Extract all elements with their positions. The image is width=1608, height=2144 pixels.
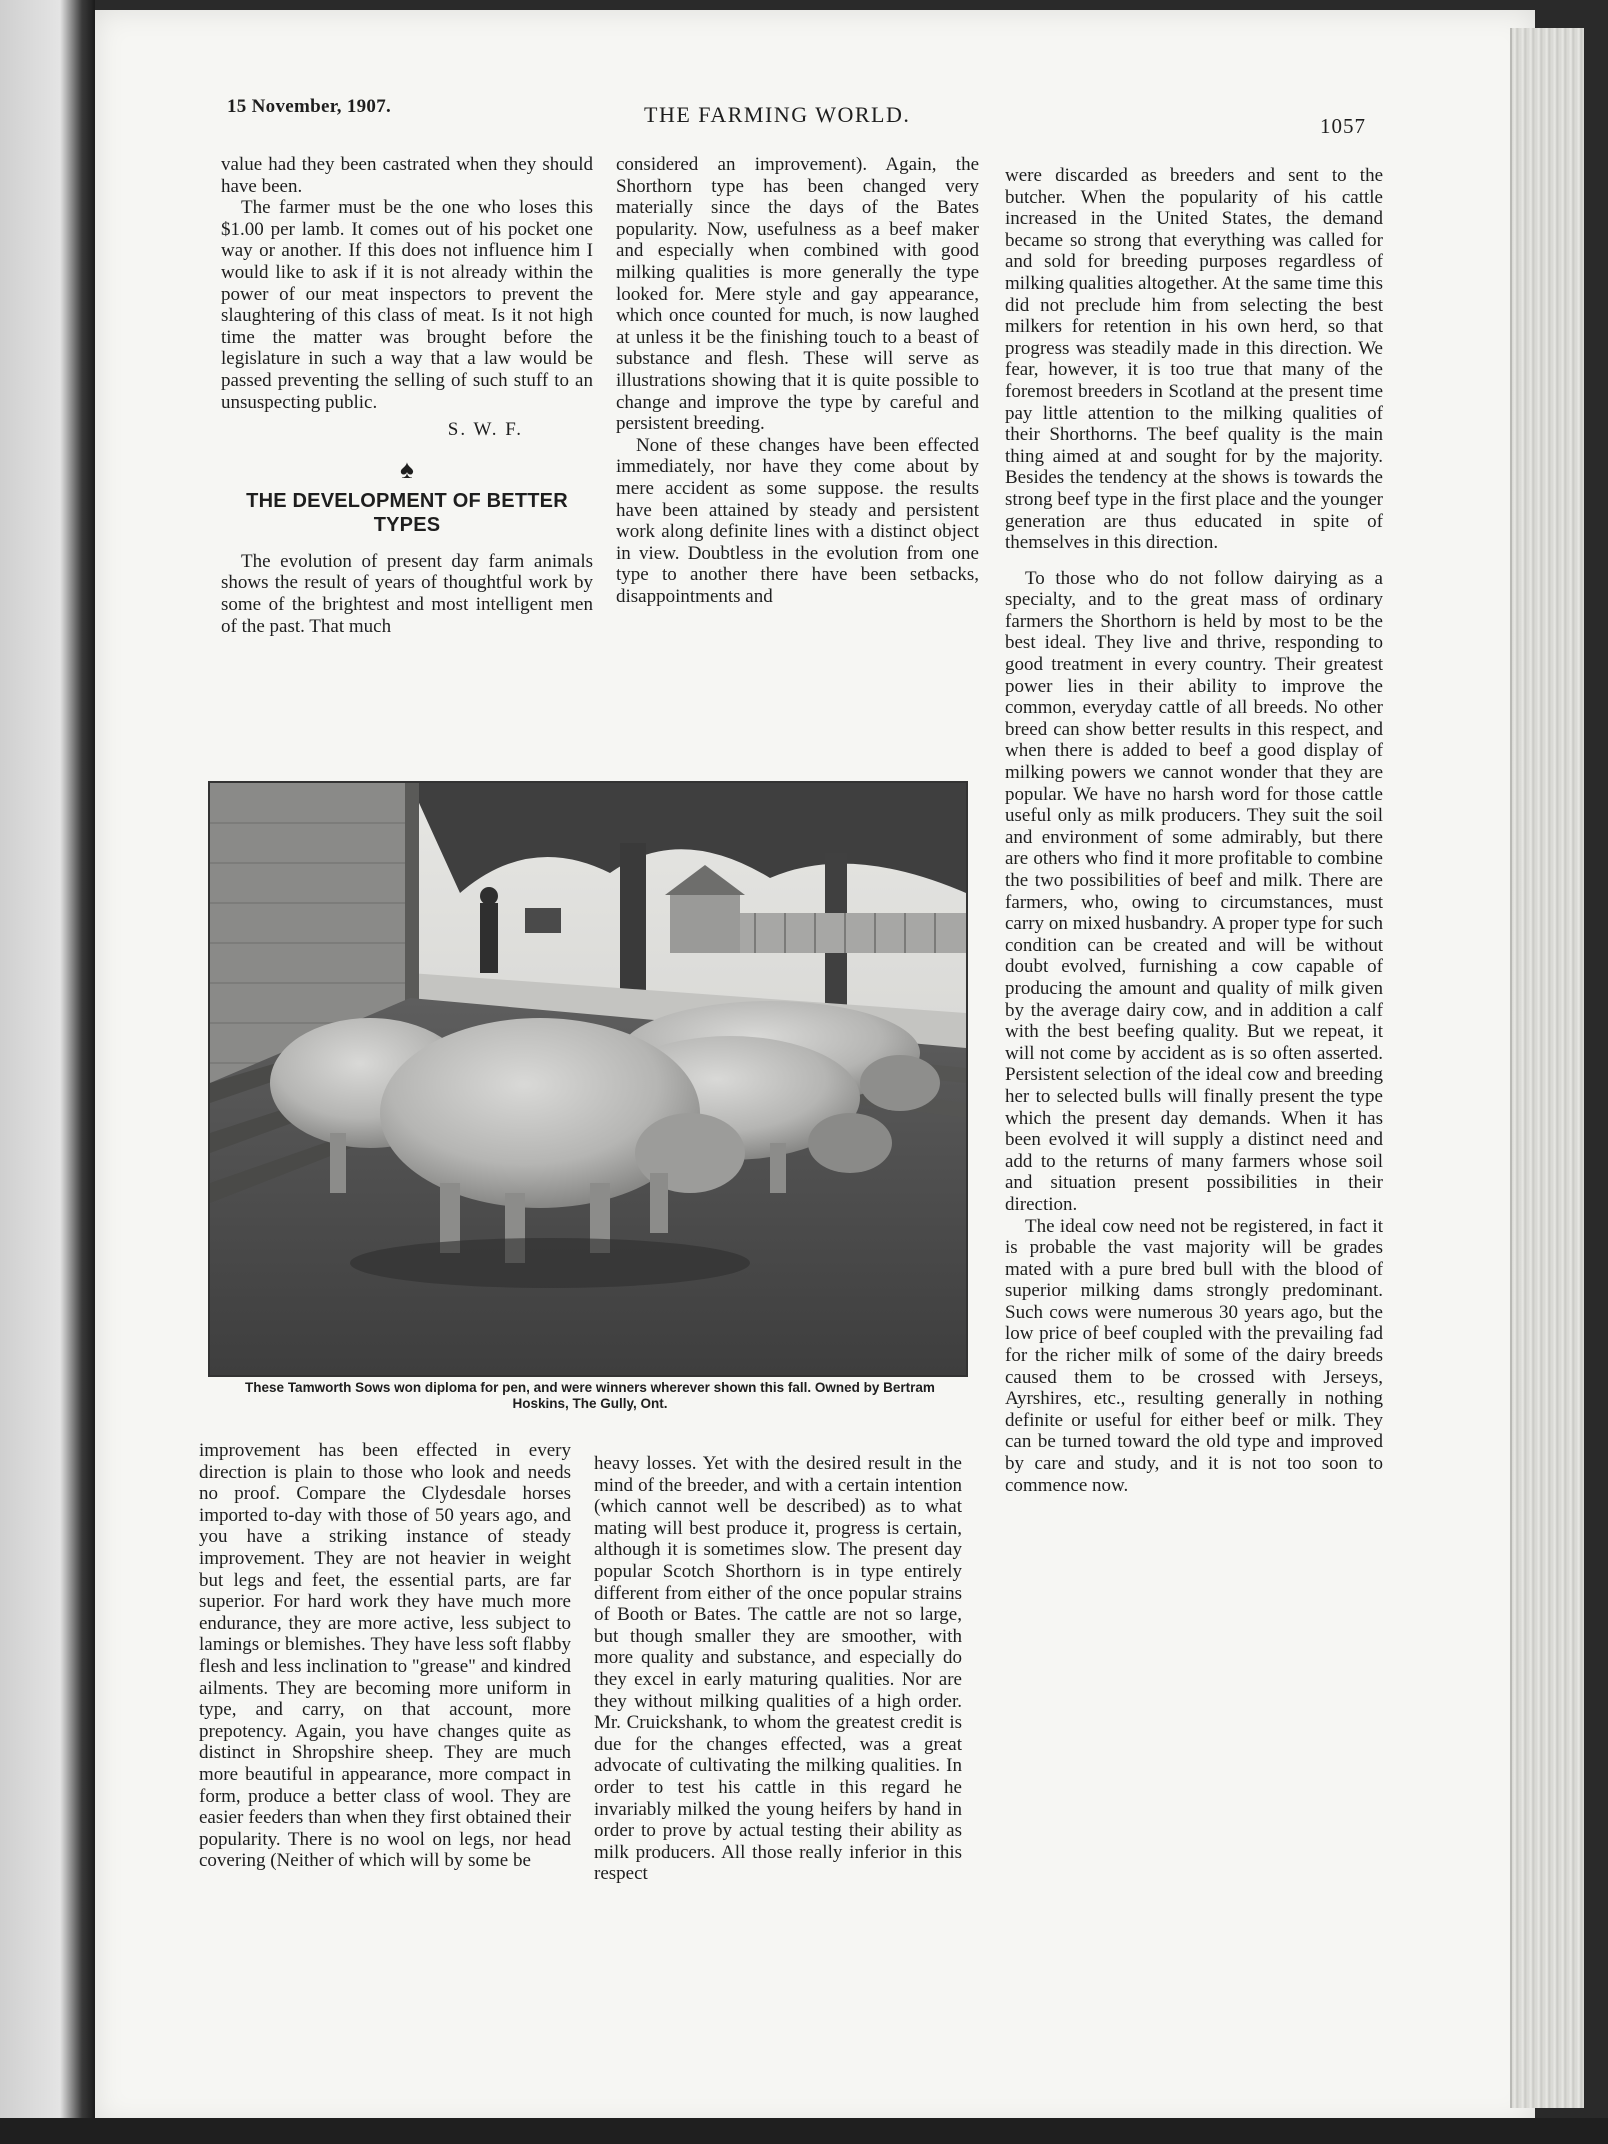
running-header [227, 90, 1367, 140]
paragraph: considered an improvement). Again, the Shorthorn type has been changed very materially since the days of the Bates popularity. Now, usefulness as a beef maker and especially when combined with good milking qualities is more generally the type looked for. Mere style and gay appearance, which once counted for much, is now laughed at unless it be the finishing touch to a beast of substance and flesh. These will serve as illustrations showing that it is quite possible to change and improve the type by careful and persistent breeding. [616, 154, 979, 435]
paragraph: were discarded as breeders and sent to the butcher. When the popularity of his cattle increased in the United States, the demand became so strong that everything was called for and sold for breeding purposes regardless of milking qualities altogether. At the same time this did not preclude him from selecting the best milkers for retention in his own herd, so that progress was steadily made in this direction. We fear, however, it is too true that many of the foremost breeders in Scotland at the present time pay little attention to the milking qualities of their Shorthorns. The beef quality is the main thing aimed at and sought for by the majority. Besides the tendency at the shows is towards the strong beef type in the first place and the younger generation are thus educated in spite of themselves in this direction. [1005, 165, 1383, 554]
page-edges [1510, 28, 1584, 2108]
scan-bottom-edge [0, 2118, 1608, 2144]
photo-illustration [210, 783, 966, 1375]
page-number: 1057 [1320, 114, 1366, 138]
paragraph: The ideal cow need not be registered, in fact it is probable the vast majority will be grades mated with a pure bred bull with the blood of superior milking dams strongly predominant. Such cows were numerous 30 years ago, but the low price of beef coupled with the prevailing fad for the richer milk of some of the dairy breeds caused them to be crossed with Jerseys, Ayrshires, etc., resulting generally in nothing definite or useful for either beef or milk. They can be turned toward the old type and improved by care and study, and it is not too soon to commence now. [1005, 1215, 1383, 1496]
column-2-top [616, 154, 979, 766]
column-3 [1005, 165, 1383, 2070]
column-1-top [221, 154, 593, 749]
column-2-bottom [594, 1453, 962, 2065]
issue-date: 15 November, 1907. [227, 96, 392, 117]
tamworth-sows-photo [208, 781, 968, 1377]
spade-ornament-icon: ♠ [400, 454, 414, 484]
book-spine [0, 0, 95, 2144]
article-title: THE DEVELOPMENT OF BETTER TYPES [246, 489, 568, 536]
magazine-title: THE FARMING WORLD. [644, 102, 911, 127]
paragraph: To those who do not follow dairying as a specialty, and to the great mass of ordinary farmers the Shorthorn is held by most to be the best ideal. They live and thrive, responding to good treatment in every country. Their greatest power lies in their ability to improve the common, everyday cattle of all breeds. No other breed can show better results in this respect, and when there is added to beef a good display of milking powers we cannot wonder that they are popular. We have no harsh word for those cattle useful only as milk producers. They suit the soil and environment of some admirably, but there are others who find it more profitable to combine the two possibilities of beef and milk. There are farmers, who, owing to circumstances, must carry on mixed husbandry. A proper type for such condition can be created and will be without doubt evolved, furnishing a cow capable of producing the amount and quality of milk given by the average dairy cow, and in addition a calf with the best beefing quality. But we repeat, it will not come by accident as is so often asserted. Persistent selection of the ideal cow and breeding her to selected bulls will finally present the type which the present day demands. When it has been evolved it will supply a distinct need and add to the returns of many farmers whose soil and situation present possibilities in their direction. [1005, 567, 1383, 1215]
column-1-bottom [199, 1440, 571, 2065]
paragraph: None of these changes have been effected immediately, nor have they come about by mere accident as some suppose. the results have been attained by steady and persistent work along definite lines with a distinct object in view. Doubtless in the evolution from one type to another there have been setbacks, disappointments and [616, 434, 979, 607]
author-signature: S. W. F. [447, 419, 523, 441]
paragraph: The evolution of present day farm animals shows the result of years of thoughtful work by some of the brightest and most intelligent men of the past. That much [221, 550, 593, 637]
photo-caption: These Tamworth Sows won diploma for pen, and were winners wherever shown this fall. Owned by Bertram Hoskins, The Gully, Ont. [245, 1380, 935, 1411]
paragraph: The farmer must be the one who loses this $1.00 per lamb. It comes out of his pocket one way or another. If this does not influence him I would like to ask if it is not already within the power of our meat inspectors to prevent the slaughtering of this class of meat. Is it not high time the matter was brought before the legislature in such a way that a law would be passed preventing the selling of such stuff to an unsuspecting public. [221, 197, 593, 413]
paragraph: value had they been castrated when they should have been. [221, 154, 593, 197]
paragraph: improvement has been effected in every direction is plain to those who look and needs no proof. Compare the Clydesdale horses imported to-day with those of 50 years ago, and you have a striking instance of steady improvement. They are not heavier in weight but legs and feet, the essential parts, are far superior. For hard work they have much more endurance, they are more active, less subject to lamings or blemishes. They have less soft flabby flesh and less inclination to "grease" and kindred ailments. They are becoming more uniform in type, and carry, on that account, more prepotency. Again, you have changes quite as distinct in Shropshire sheep. They are much more beautiful in appearance, more compact in form, produce a better class of wool. They are easier feeders than when they first obtained their popularity. There is no wool on legs, nor head covering (Neither of which will by some be [199, 1440, 571, 1872]
paragraph: heavy losses. Yet with the desired result in the mind of the breeder, and with a certain intention (which cannot well be described) as to what mating will best produce it, progress is certain, although it is sometimes slow. The present day popular Scotch Shorthorn is in type entirely different from either of the once popular strains of Booth or Bates. The cattle are not so large, but though smaller they are smoother, with more quality and substance, and especially do they excel in early maturing qualities. Nor are they without milking qualities of a high order. Mr. Cruickshank, to whom the greatest credit is due for the changes effected, was a great advocate of cultivating the milking qualities. In order to test his cattle in this regard he invariably milked the young heifers by hand in order to prove by actual testing their ability as milk producers. All those really inferior in this respect [594, 1453, 962, 1885]
